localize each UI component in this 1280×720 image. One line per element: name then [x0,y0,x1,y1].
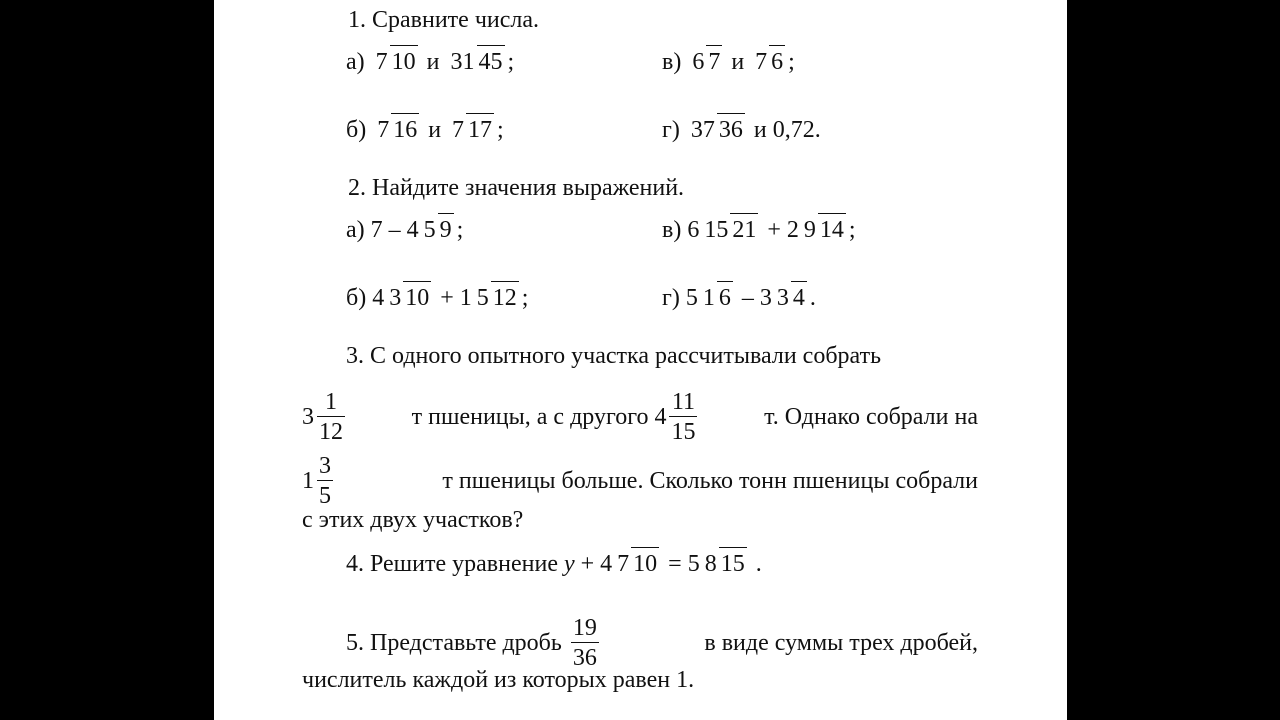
task5-line2: числитель каждой из которых равен 1. [302,667,695,693]
fraction: $\frac{1}{12}$ [319,389,343,445]
task2-title: 2. Найдите значения выражений. [348,175,685,201]
fraction: 7 16 [375,118,419,142]
task2-item-g: г) 5 1 6 – 3 3 4 . [662,284,816,312]
task1-item-g: г) 37 36 и 0,72. [662,116,821,144]
fraction: $\frac{11}{15}$ [671,389,696,445]
fraction: 7 6 [753,50,785,74]
fraction: 7 10 [615,552,659,576]
task2-item-b: б) 4 3 10 + 1 5 12 ; [346,284,528,312]
fraction: 3 10 [387,286,431,310]
fraction: 31 45 [449,50,505,74]
task3-line1: 3. С одного опытного участка рассчитывали собрать [346,343,882,369]
task1-title: 1. Сравните числа. [348,7,540,33]
fraction: 6 7 [690,50,722,74]
task1-item-a: а) 7 10 и 31 45 ; [346,48,514,76]
fraction: $\frac{19}{36}$ [572,615,597,671]
task3-line2: 3 $\frac{1}{12}$ т пшеницы, а с другого 4 $\frac{11}{15}$ т. Однако собрали на [302,389,978,445]
textbook-page [214,0,1067,720]
task4-equation: 4. Решите уравнение y + 4 7 10 = 5 8 15 . [346,550,762,578]
fraction: $\frac{3}{5}$ [319,453,331,509]
task1-item-v: в) 6 7 и 7 6 ; [662,48,795,76]
task3-line4: с этих двух участков? [302,507,524,533]
fraction: 37 36 [689,118,745,142]
task3-line3: 1 $\frac{3}{5}$ т пшеницы больше. Сколько тонн пшеницы собрали [302,453,978,509]
fraction: 5 9 [422,218,454,242]
task5-line1: 5. Представьте дробь $\frac{19}{36}$ в виде суммы трех дробей, [346,615,978,671]
fraction: 1 6 [701,286,733,310]
fraction: 3 4 [775,286,807,310]
fraction: 15 21 [702,218,758,242]
task2-item-a: а) 7 – 4 5 9 ; [346,216,463,244]
fraction: 9 14 [802,218,846,242]
fraction: 8 15 [703,552,747,576]
task1-item-b: б) 7 16 и 7 17 ; [346,116,504,144]
fraction: 5 12 [475,286,519,310]
fraction: 7 10 [374,50,418,74]
fraction: 7 17 [450,118,494,142]
task2-item-v: в) 6 15 21 + 2 9 14 ; [662,216,856,244]
